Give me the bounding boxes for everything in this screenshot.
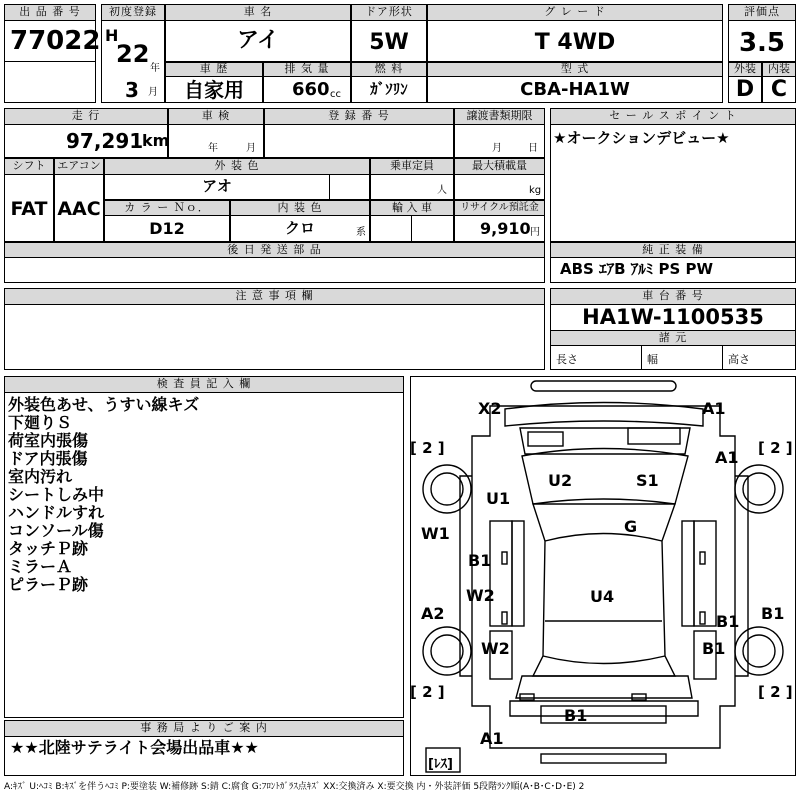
inspector-note: ドア内張傷 bbox=[8, 449, 88, 468]
history-label: 車 歴 bbox=[165, 62, 263, 77]
score: 3.5 bbox=[738, 28, 786, 58]
interior-grade-label: 内装 bbox=[762, 62, 796, 77]
damage-mark: S1 bbox=[636, 471, 659, 490]
inspector-note: コンソール傷 bbox=[8, 521, 104, 540]
model-label: 型 式 bbox=[427, 62, 723, 77]
sales-point: ★オークションデビュー★ bbox=[553, 129, 730, 147]
exterior-grade: D bbox=[735, 77, 755, 102]
era-letter: H bbox=[105, 26, 119, 45]
registration-month: 3 bbox=[125, 78, 139, 102]
damage-mark: U4 bbox=[590, 587, 615, 606]
import-cell-2 bbox=[411, 215, 454, 242]
recycle-fee-label: リサイクル預託金 bbox=[454, 200, 545, 216]
aircon-label: エアコン bbox=[54, 158, 104, 175]
inspector-note: 外装色あせ、うすい線キズ bbox=[8, 395, 200, 414]
aircon: AAC bbox=[57, 198, 101, 220]
chassis-number: HA1W-1100535 bbox=[582, 305, 764, 329]
tire-depth-front-right: [ 2 ] bbox=[758, 439, 793, 457]
spec-height-label: 高さ bbox=[728, 353, 750, 366]
interior-grade: C bbox=[770, 77, 788, 102]
grade-label: グ レ ー ド bbox=[427, 4, 723, 21]
damage-mark: A1 bbox=[480, 729, 504, 748]
door-type: 5W bbox=[369, 30, 409, 55]
import-cell bbox=[370, 215, 412, 242]
damage-mark: U1 bbox=[486, 489, 511, 508]
exterior-color: アオ bbox=[202, 177, 232, 195]
exterior-grade-label: 外装 bbox=[728, 62, 762, 77]
car-outline-diagram bbox=[410, 376, 796, 776]
history: 自家用 bbox=[184, 78, 244, 102]
damage-mark: A1 bbox=[715, 448, 739, 467]
inspection-label: 車 検 bbox=[168, 108, 264, 125]
first-registration-label: 初度登録 bbox=[101, 4, 165, 21]
equipment: ABS ｴｱB ｱﾙﾐ PS PW bbox=[560, 260, 714, 278]
displacement-label: 排 気 量 bbox=[263, 62, 351, 77]
damage-mark: W2 bbox=[466, 586, 495, 605]
inspector-notes-label: 検 査 員 記 入 欄 bbox=[4, 376, 404, 393]
registration-number-label: 登 録 番 号 bbox=[264, 108, 454, 125]
caution-cell bbox=[4, 304, 545, 370]
tire-depth-front-left: [ 2 ] bbox=[410, 439, 445, 457]
inspector-note: ピラーＰ跡 bbox=[8, 575, 89, 594]
capacity-label: 乗車定員 bbox=[370, 158, 454, 175]
tire-depth-rear-right: [ 2 ] bbox=[758, 683, 793, 701]
inspector-note: 下廻りＳ bbox=[8, 413, 73, 432]
spare-tire-label: [ﾚｽ] bbox=[428, 757, 453, 772]
damage-mark: X2 bbox=[478, 399, 502, 418]
tire-depth-rear-left: [ 2 ] bbox=[410, 683, 445, 701]
score-label: 評価点 bbox=[728, 4, 796, 21]
interior-color-label: 内 装 色 bbox=[230, 200, 370, 216]
exterior-color-label: 外 装 色 bbox=[104, 158, 370, 175]
transfer-day-unit: 日 bbox=[528, 143, 538, 154]
year-unit: 年 bbox=[150, 63, 160, 74]
fuel: ｶﾞｿﾘﾝ bbox=[370, 80, 408, 98]
caution-label: 注 意 事 項 欄 bbox=[4, 288, 545, 305]
damage-mark: B1 bbox=[716, 612, 740, 631]
inspection-year-unit: 年 bbox=[208, 143, 218, 154]
transfer-month-unit: 月 bbox=[492, 143, 502, 154]
spec-width-label: 幅 bbox=[647, 353, 658, 366]
color-number: D12 bbox=[149, 219, 185, 238]
damage-mark: B1 bbox=[761, 604, 785, 623]
car-name: アイ bbox=[236, 28, 280, 53]
lot-number-blank bbox=[4, 61, 96, 103]
exterior-color-extra bbox=[329, 174, 370, 200]
damage-mark: A2 bbox=[421, 604, 445, 623]
inspector-note: シートしみ中 bbox=[8, 485, 105, 504]
recycle-fee-unit: 円 bbox=[530, 227, 540, 238]
inspector-note: ミラーＡ bbox=[8, 557, 73, 576]
sales-point-label: セ ー ル ス ポ イ ン ト bbox=[550, 108, 796, 125]
shift-label: シフト bbox=[4, 158, 54, 175]
later-parts-cell bbox=[4, 257, 545, 283]
transfer-deadline-label: 譲渡書類期限 bbox=[454, 108, 545, 125]
car-name-label: 車 名 bbox=[165, 4, 351, 21]
color-number-label: カ ラ ー Ｎｏ． bbox=[104, 200, 230, 216]
legend: A:ｷｽﾞ U:ﾍｺﾐ B:ｷｽﾞを伴うﾍｺﾐ P:要塗装 W:補修跡 S:錆 C:腐食 G:ﾌﾛﾝﾄｶﾞﾗｽ点ｷｽﾞ XX:交換済み X:要交換 内・外装評価 5段階ﾗﾝｸ順(A･B･C･D･E) 2 bbox=[4, 782, 585, 792]
capacity-unit: 人 bbox=[437, 185, 447, 196]
later-parts-label: 後 日 発 送 部 品 bbox=[4, 242, 545, 258]
damage-mark: G bbox=[624, 517, 638, 536]
lot-number: 77022 bbox=[10, 26, 101, 56]
registration-year: 22 bbox=[116, 40, 150, 68]
interior-color-unit: 系 bbox=[356, 227, 366, 238]
displacement: 660 bbox=[292, 79, 330, 100]
max-load-label: 最大積載量 bbox=[454, 158, 545, 175]
shift: FAT bbox=[10, 198, 48, 220]
mileage: 97,291 bbox=[66, 129, 144, 153]
grade: T 4WD bbox=[534, 30, 616, 55]
specs-label: 諸 元 bbox=[550, 330, 796, 346]
damage-mark: W1 bbox=[421, 524, 450, 543]
lot-number-label: 出 品 番 号 bbox=[4, 4, 96, 21]
damage-mark: U2 bbox=[548, 471, 573, 490]
registration-number-cell bbox=[264, 124, 454, 158]
damage-mark: B1 bbox=[564, 706, 588, 725]
interior-color: クロ bbox=[284, 219, 315, 237]
month-unit: 月 bbox=[148, 87, 158, 98]
mileage-unit: km bbox=[142, 131, 170, 150]
inspector-note: 荷室内張傷 bbox=[8, 431, 89, 450]
inspector-note: ハンドルすれ bbox=[8, 503, 105, 522]
office-notice-label: 事 務 局 よ り ご 案 内 bbox=[4, 720, 404, 737]
fuel-label: 燃 料 bbox=[351, 62, 427, 77]
import-label: 輸 入 車 bbox=[370, 200, 454, 216]
model-code: CBA-HA1W bbox=[520, 79, 630, 100]
inspector-note: タッチＰ跡 bbox=[8, 539, 89, 558]
damage-mark: B1 bbox=[468, 551, 492, 570]
inspection-month-unit: 月 bbox=[246, 143, 256, 154]
equipment-label: 純 正 装 備 bbox=[550, 242, 796, 258]
office-notice: ★★北陸サテライト会場出品車★★ bbox=[10, 738, 259, 757]
damage-mark: W2 bbox=[481, 639, 510, 658]
door-type-label: ドア形状 bbox=[351, 4, 427, 21]
mileage-label: 走 行 bbox=[4, 108, 168, 125]
recycle-fee: 9,910 bbox=[480, 219, 531, 238]
chassis-number-label: 車 台 番 号 bbox=[550, 288, 796, 305]
damage-mark: B1 bbox=[702, 639, 726, 658]
displacement-unit: cc bbox=[330, 89, 341, 100]
spec-length-label: 長さ bbox=[556, 353, 578, 366]
damage-mark: A1 bbox=[702, 399, 726, 418]
inspector-note: 室内汚れ bbox=[8, 467, 73, 486]
max-load-unit: kg bbox=[529, 185, 542, 196]
